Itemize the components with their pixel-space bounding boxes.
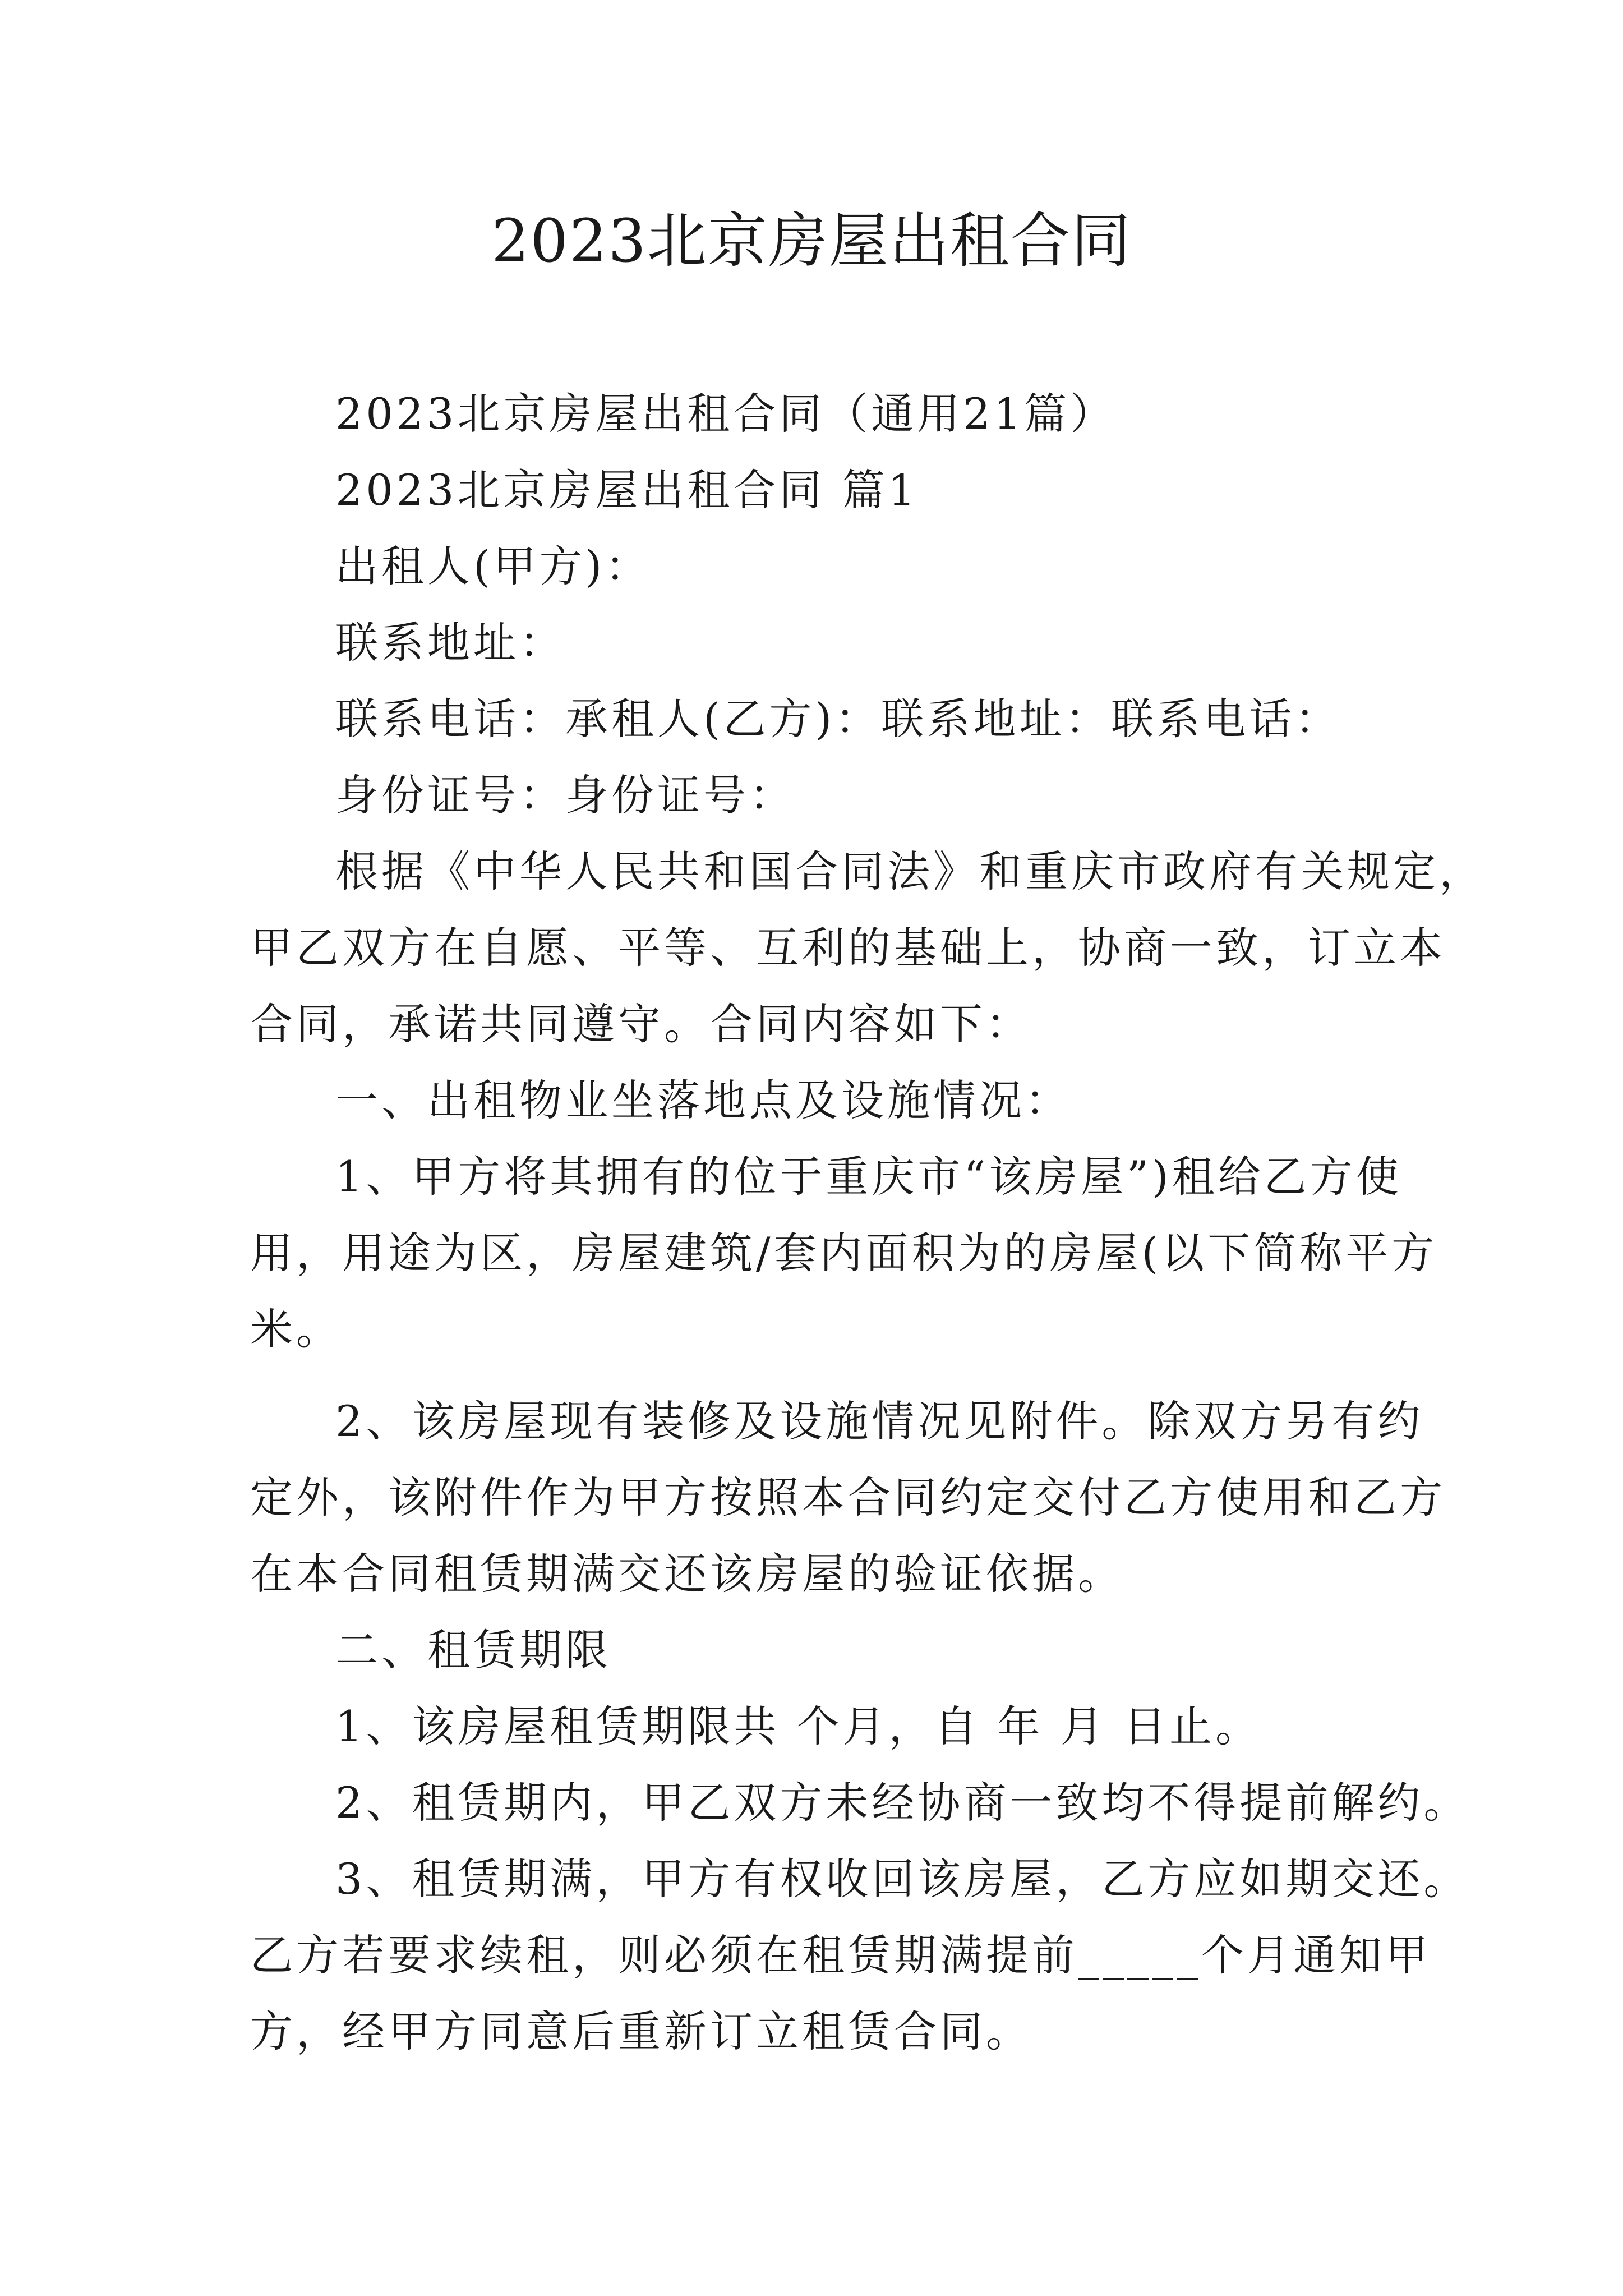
clause-line: 方，经甲方同意后重新订立租赁合同。 bbox=[250, 2007, 1032, 2056]
clause-1-1 bbox=[250, 1139, 1438, 1368]
section2-heading: 二、租赁期限 bbox=[335, 1625, 611, 1675]
intro-paragraph bbox=[250, 834, 1485, 1062]
clause-line: 3、租赁期满，甲方有权收回该房屋，乙方应如期交还。 bbox=[335, 1854, 1470, 1904]
id-number-line: 身份证号：身份证号： bbox=[335, 770, 795, 820]
intro-line: 合同，承诺共同遵守。合同内容如下： bbox=[250, 999, 1032, 1049]
section1-heading: 一、出租物业坐落地点及设施情况： bbox=[335, 1075, 1071, 1125]
clause-line: 2、该房屋现有装修及设施情况见附件。除双方另有约 bbox=[335, 1396, 1424, 1446]
clause-line: 用，用途为区，房屋建筑/套内面积为的房屋(以下简称平方 bbox=[250, 1228, 1438, 1278]
clause-line: 乙方若要求续租，则必须在租赁期满提前_____个月通知甲 bbox=[250, 1930, 1431, 1980]
contact-phone-line: 联系电话：承租人(乙方)：联系地址：联系电话： bbox=[335, 694, 1341, 744]
clause-line: 定外，该附件作为甲方按照本合同约定交付乙方使用和乙方 bbox=[250, 1473, 1446, 1522]
party-a-label: 出租人(甲方)： bbox=[335, 541, 652, 591]
clause-2-3 bbox=[250, 1841, 1470, 2070]
document-subtitle: 2023北京房屋出租合同（通用21篇） bbox=[335, 389, 1117, 439]
intro-line: 甲乙双方在自愿、平等、互利的基础上，协商一致，订立本 bbox=[250, 923, 1446, 973]
intro-line: 根据《中华人民共和国合同法》和重庆市政府有关规定， bbox=[335, 846, 1485, 896]
clause-1-2 bbox=[250, 1383, 1446, 1612]
clause-2-1: 1、该房屋租赁期限共 个月，自 年 月 日止。 bbox=[335, 1701, 1261, 1751]
contact-address-label: 联系地址： bbox=[335, 618, 565, 668]
document-body bbox=[250, 376, 1485, 2070]
clause-line: 米。 bbox=[250, 1304, 342, 1354]
section-heading: 2023北京房屋出租合同 篇1 bbox=[335, 465, 919, 515]
clause-2-2: 2、租赁期内，甲乙双方未经协商一致均不得提前解约。 bbox=[335, 1778, 1470, 1828]
document-title: 2023北京房屋出租合同 bbox=[491, 206, 1132, 275]
clause-line: 在本合同租赁期满交还该房屋的验证依据。 bbox=[250, 1549, 1124, 1599]
clause-line: 1、甲方将其拥有的位于重庆市“该房屋”)租给乙方使 bbox=[335, 1152, 1402, 1202]
